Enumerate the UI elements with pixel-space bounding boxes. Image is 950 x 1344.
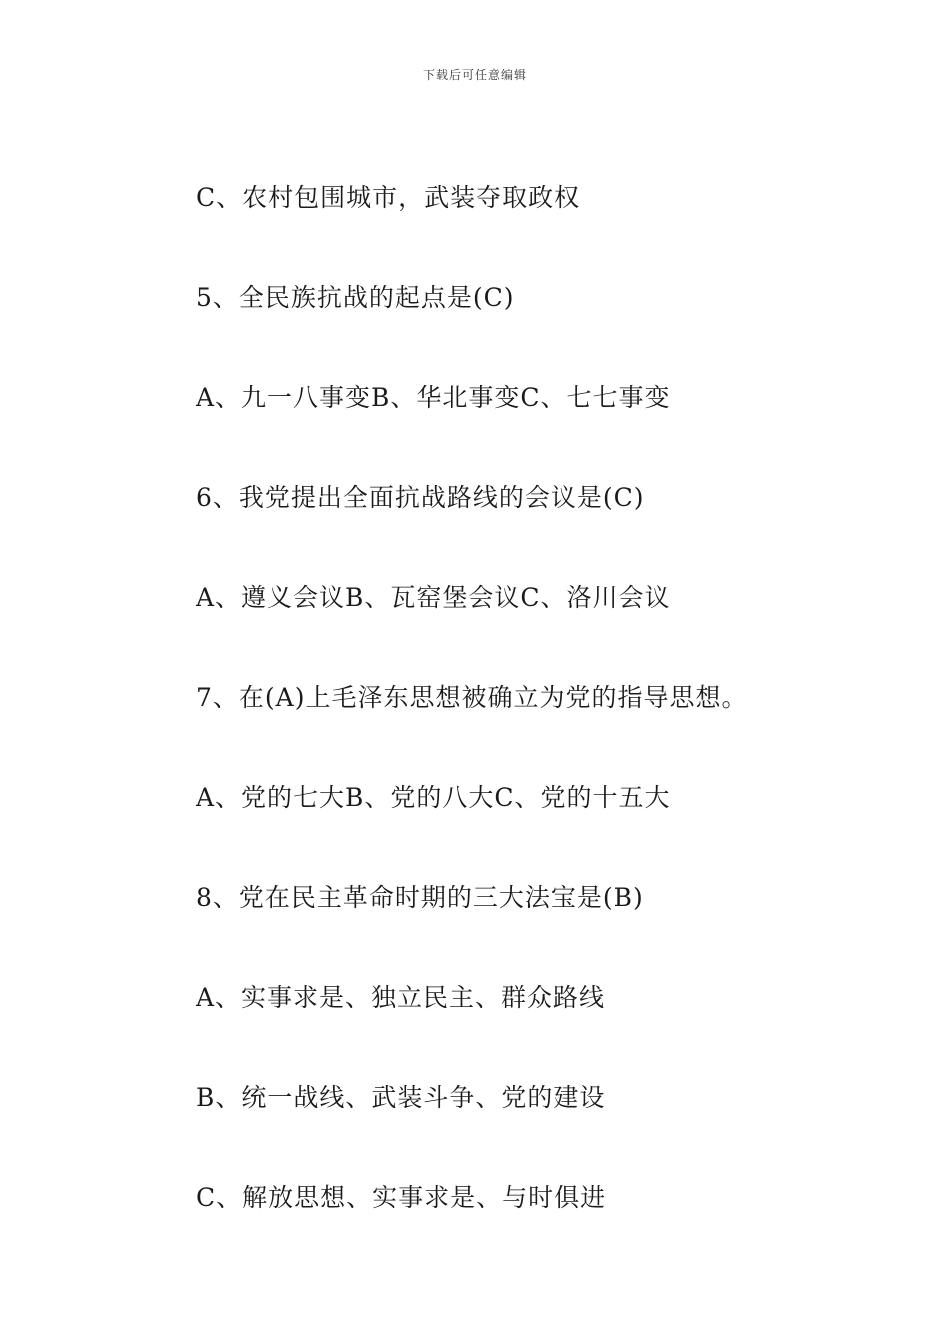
document-body [196,178,896,1278]
question-8-option-c: C、解放思想、实事求是、与时俱进 [196,1183,607,1212]
question-8: 8、党在民主革命时期的三大法宝是(B) [196,883,644,912]
question-7-options: A、党的七大B、党的八大C、党的十五大 [196,783,671,812]
question-5-options: A、九一八事变B、华北事变C、七七事变 [196,383,671,412]
question-7: 7、在(A)上毛泽东思想被确立为党的指导思想。 [196,683,748,712]
question-8-option-b: B、统一战线、武装斗争、党的建设 [196,1083,606,1112]
page-header-note: 下载后可任意编辑 [422,68,527,82]
question-8-option-a: A、实事求是、独立民主、群众路线 [196,983,606,1012]
option-line-c-rural-encirclement: C、农村包围城市，武装夺取政权 [196,183,581,212]
question-5: 5、全民族抗战的起点是(C) [196,283,515,312]
question-6-options: A、遵义会议B、瓦窑堡会议C、洛川会议 [196,583,671,612]
question-6: 6、我党提出全面抗战路线的会议是(C) [196,483,645,512]
